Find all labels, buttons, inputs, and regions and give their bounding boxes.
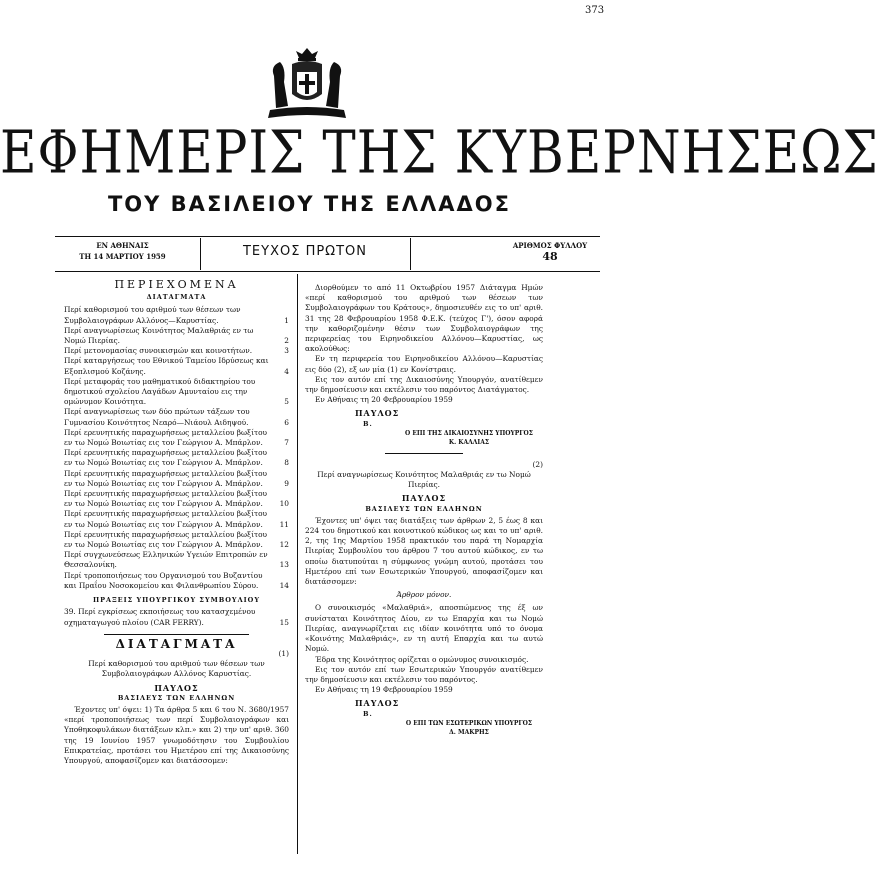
toc-item-text: Περί αναγνωρίσεως των δύο πρώτων τάξεων του Γυμνασίου Κοινότητος Νεαρό—Νιάουλ Αιδηψού.: [64, 407, 250, 427]
toc-item: [64, 509, 289, 529]
toc-item-text: Περί μεταφοράς του μαθηματικού διδακτηρίου του δημοτικού σχολείου Λαγάδων Αμυνταίου εις την ομώνυμον Κοινότητα.: [64, 376, 256, 407]
toc-item-text: Περί αναγνωρίσεως Κοινότητος Μαλαθριάς εν τω Νομώ Πιερίας.: [64, 325, 254, 346]
toc-item: [64, 346, 289, 356]
toc-item-text: 39. Περί εγκρίσεως εκποιήσεως του κατασχεμένου οχηματαγωγού πλοίου (CAR FERRY).: [64, 607, 256, 627]
toc-item-page: 11: [279, 519, 289, 529]
toc-item-page: 12: [279, 540, 289, 550]
issue-date: ΤΗ 14 ΜΑΡΤΙΟΥ 1959: [79, 252, 166, 261]
king-initial: Β.: [363, 709, 373, 718]
toc-item-text: Περί τροποποιήσεως του Οργανισμού του Βυζαντίου και Πραΐου Νοσοκομείου και Φιλανθρωπίου Σύρου.: [64, 570, 263, 590]
left-column: [64, 280, 289, 766]
divider: [410, 238, 411, 270]
toc-item: [64, 407, 289, 427]
toc-section-decrees: ΔΙΑΤΑΓΜΑΤΑ: [146, 293, 207, 302]
toc-item-page: 8: [284, 458, 289, 468]
divider: [385, 453, 463, 454]
king-signature: ΠΑΥΛΟΣ: [355, 698, 400, 709]
decree-paragraph: Εις τον αυτόν επί των Εσωτερικών Υπουργόν ανατίθεμεν την δημοσίευσιν και εκτέλεσιν του παρόντος.: [305, 664, 543, 684]
column-divider: [297, 274, 298, 854]
decree-number: (1): [278, 648, 289, 658]
minister-name: Δ. ΜΑΚΡΗΣ: [449, 728, 489, 736]
king-name: ΠΑΥΛΟΣ: [154, 682, 199, 693]
divider: [104, 634, 249, 635]
toc-item: [64, 571, 289, 591]
toc-item-text: Περί ερευνητικής παραχωρήσεως μεταλλείου βωξίτου εν τω Νομώ Βοιωτίας εις τον Γεώργιον Α. Μπάρλον.: [64, 427, 268, 448]
toc-item: [64, 377, 289, 408]
minister-name: Κ. ΚΑΛΛΙΑΣ: [448, 438, 490, 446]
divider: [55, 236, 600, 237]
decree-date: Εν Αθήναις τη 20 Φεβρουαρίου 1959: [315, 395, 453, 405]
toc-section-cabinet: ΠΡΑΞΕΙΣ ΥΠΟΥΡΓΙΚΟΥ ΣΥΜΒΟΥΛΙΟΥ: [93, 596, 260, 605]
king-name: ΠΑΥΛΟΣ: [401, 493, 447, 504]
king-title: ΒΑΣΙΛΕΥΣ ΤΩΝ ΕΛΛΗΝΩΝ: [365, 504, 483, 513]
page-number: 373: [585, 5, 605, 16]
toc-item-text: Περί συγχωνεύσεως Ελληνικών Υγειών Επιτροπών εν Θεσσαλονίκη.: [64, 550, 268, 570]
issue-series: ΤΕΥΧΟΣ ΠΡΩΤΟΝ: [242, 244, 368, 259]
decrees-heading: ΔΙΑΤΑΓΜΑΤΑ: [115, 636, 238, 651]
masthead-subtitle: ΤΟΥ ΒΑΣΙΛΕΙΟΥ ΤΗΣ ΕΛΛΑΔΟΣ: [107, 192, 511, 216]
toc-item-text: Περί καθορισμού του αριθμού των θέσεων των Συμβολαιογράφων Αλλόνος—Καρυστίας.: [64, 305, 241, 325]
decree-paragraph: Εν τη περιφερεία του Ειρηνοδικείου Αλλόνου—Καρυστίας εις δύο (2), εξ ων μία (1) εν Κονίστραις.: [305, 354, 543, 374]
toc-item-page: 2: [284, 336, 289, 346]
toc-heading: ΠΕΡΙΕΧΟΜΕΝΑ: [114, 278, 239, 291]
minister-title: Ο ΕΠΙ ΤΗΣ ΔΙΚΑΙΟΣΥΝΗΣ ΥΠΟΥΡΓΟΣ: [405, 429, 533, 437]
toc-item-text: Περί ερευνητικής παραχωρήσεως μεταλλείου βωξίτου εν τω Νομώ Βοιωτίας εις τον Γεώργιον Α. Μπάρλον.: [64, 509, 268, 529]
toc-item: [64, 428, 289, 448]
toc-item-page: 3: [284, 346, 289, 356]
toc-item-page: 5: [284, 397, 289, 407]
sheet-label: ΑΡΙΘΜΟΣ ΦΥΛΛΟΥ: [512, 241, 588, 250]
toc-item: [64, 469, 289, 489]
toc-item-page: 15: [279, 617, 289, 627]
decree-paragraph: Διορθούμεν το από 11 Οκτωβρίου 1957 Διάταγμα Ημών «περί καθορισμού του αριθμού των θέσεων των Συμβολαιογράφων του Κράτους», δημοσιευθέν εις το υπ' αριθ. 31 της 28 Φεβρουαρίου 1958 Φ.Ε.Κ. (τεύχος Γ'), όσον αφορά την καθοριζομένην θέσιν των Συμβολαιογράφων της περιφερείας του Ειρηνοδικείου Αλλόνου—Καρυστίας, ως ακολούθως:: [305, 283, 543, 354]
toc-item: [64, 305, 289, 325]
king-signature: ΠΑΥΛΟΣ: [355, 408, 400, 419]
decree-paragraph: Έχοντες υπ' όψει τας διατάξεις των άρθρων 2, 5 έως 8 και 224 του δημοτικού και κοινοτικού κώδικος ως και το υπ' αριθ. 2, της 1ης Μαρτίου 1958 πρακτικόν του παρά τη Νομαρχία Πιερίας Συμβουλίου του άρθρου 7 του αυτού κώδικος, εν τω οποίω διατυπούται η σύμφωνος γνώμη αυτού, προτάσει του Ημετέρου επί των Εσωτερικών Υπουργού, αποφασίζομεν και διατάσσομεν:: [305, 515, 543, 587]
decree-paragraph: Ο συνοικισμός «Μαλαθριά», αποσπώμενος της έξ ων συνίσταται Κοινότητος Δίου, εν τω Επαρχία και τω Νομώ Πιερίας, αναγνωρίζεται εις ιδίαν κοινότητα υπό το όνομα «Κοινότης Μαλαθριάς», εν τη αυτή Επαρχία και τω αυτώ Νομώ.: [305, 603, 543, 654]
decree-date: Εν Αθήναις τη 19 Φεβρουαρίου 1959: [315, 685, 453, 695]
decree-paragraph: Έδρα της Κοινότητος ορίζεται ο ομώνυμος συνοικισμός.: [315, 654, 529, 664]
minister-title: Ο ΕΠΙ ΤΩΝ ΕΣΩΤΕΡΙΚΩΝ ΥΠΟΥΡΓΟΣ: [405, 719, 533, 727]
toc-item-page: 9: [284, 478, 289, 488]
decree-body: Έχοντες υπ' όψει: 1) Τα άρθρα 5 και 6 του Ν. 3680/1957 «περί τροποποιήσεως των περί Συμβολαιογράφων και Υποθηκοφυλάκων διατάξεων κλπ.» και 2) την υπ' αριθ. 360 της 19 Ιουνίου 1957 γνωμοδότησιν του Συμβουλίου Επικρατείας, προτάσει του Ημετέρου επί της Δικαιοσύνης Υπουργού, αποφασίζομεν και διατάσσομεν:: [64, 704, 289, 765]
toc-item-page: 6: [284, 417, 289, 427]
toc-item-text: Περί ερευνητικής παραχωρήσεως μεταλλείου βωξίτου εν τω Νομώ Βοιωτίας εις τον Γεώργιον Α. Μπάρλον.: [64, 448, 268, 468]
divider: [200, 238, 201, 270]
toc-item-page: 10: [279, 499, 289, 509]
decree-title: Περί καθορισμού του αριθμού των θέσεων των Συμβολαιογράφων Αλλόνος Καρυστίας.: [88, 659, 265, 679]
toc-item-text: Περί ερευνητικής παραχωρήσεως μεταλλείου βωξίτου εν τω Νομώ Βοιωτίας εις τον Γεώργιον Α. Μπάρλον.: [64, 468, 268, 488]
issue-sheet: [510, 240, 590, 262]
right-column: [305, 283, 543, 737]
toc-item-text: Περί μετονομασίας συνοικισμών και κοινοτήτων.: [64, 346, 253, 356]
toc-item-page: 13: [279, 560, 289, 570]
sheet-number: 48: [542, 250, 558, 263]
toc-item-text: Περί ερευνητικής παραχωρήσεως μεταλλείου βωξίτου εν τω Νομώ Βοιωτίας εις τον Γεώργιον Α. Μπάρλον.: [64, 529, 268, 550]
toc-item: [64, 356, 289, 376]
article-heading: Άρθρον μόνον.: [396, 590, 452, 600]
toc-item-page: 1: [284, 315, 289, 325]
divider: [55, 271, 600, 272]
toc-item: [64, 530, 289, 550]
toc-list: [64, 305, 289, 591]
king-title: ΒΑΣΙΛΕΥΣ ΤΩΝ ΕΛΛΗΝΩΝ: [117, 693, 236, 702]
toc-item-page: 7: [284, 438, 289, 448]
issue-place-date: [60, 240, 185, 262]
toc-item: [64, 550, 289, 570]
decree-paragraph: Εις τον αυτόν επί της Δικαιοσύνης Υπουργόν, ανατίθεμεν την δημοσίευσιν και εκτέλεσιν του παρόντος Διατάγματος.: [305, 374, 543, 395]
decree-number: (2): [532, 459, 543, 469]
toc-item-text: Περί καταργήσεως του Εθνικού Ταμείου Ιδρύσεως και Εξοπλισμού Κοζάνης.: [64, 356, 269, 376]
coat-of-arms-icon: [262, 46, 352, 124]
toc-item: [64, 448, 289, 468]
toc-item-page: 4: [284, 366, 289, 376]
toc-item: [64, 326, 289, 346]
toc-item-page: 14: [279, 580, 289, 590]
masthead-title: ΕΦΗΜΕΡΙΣ ΤΗΣ ΚΥΒΕΡΝΗΣΕΩΣ: [0, 118, 879, 187]
king-initial: Β.: [363, 419, 373, 428]
toc-item: [64, 607, 289, 627]
toc-item: [64, 489, 289, 509]
toc-item-text: Περί ερευνητικής παραχωρήσεως μεταλλείου βωξίτου εν τω Νομώ Βοιωτίας εις τον Γεώργιον Α. Μπάρλον.: [64, 489, 268, 509]
decree-title: Περί αναγνωρίσεως Κοινότητος Μαλαθριάς εν τω Νομώ Πιερίας.: [317, 470, 531, 490]
issue-place: ΕΝ ΑΘΗΝΑΙΣ: [96, 241, 149, 250]
